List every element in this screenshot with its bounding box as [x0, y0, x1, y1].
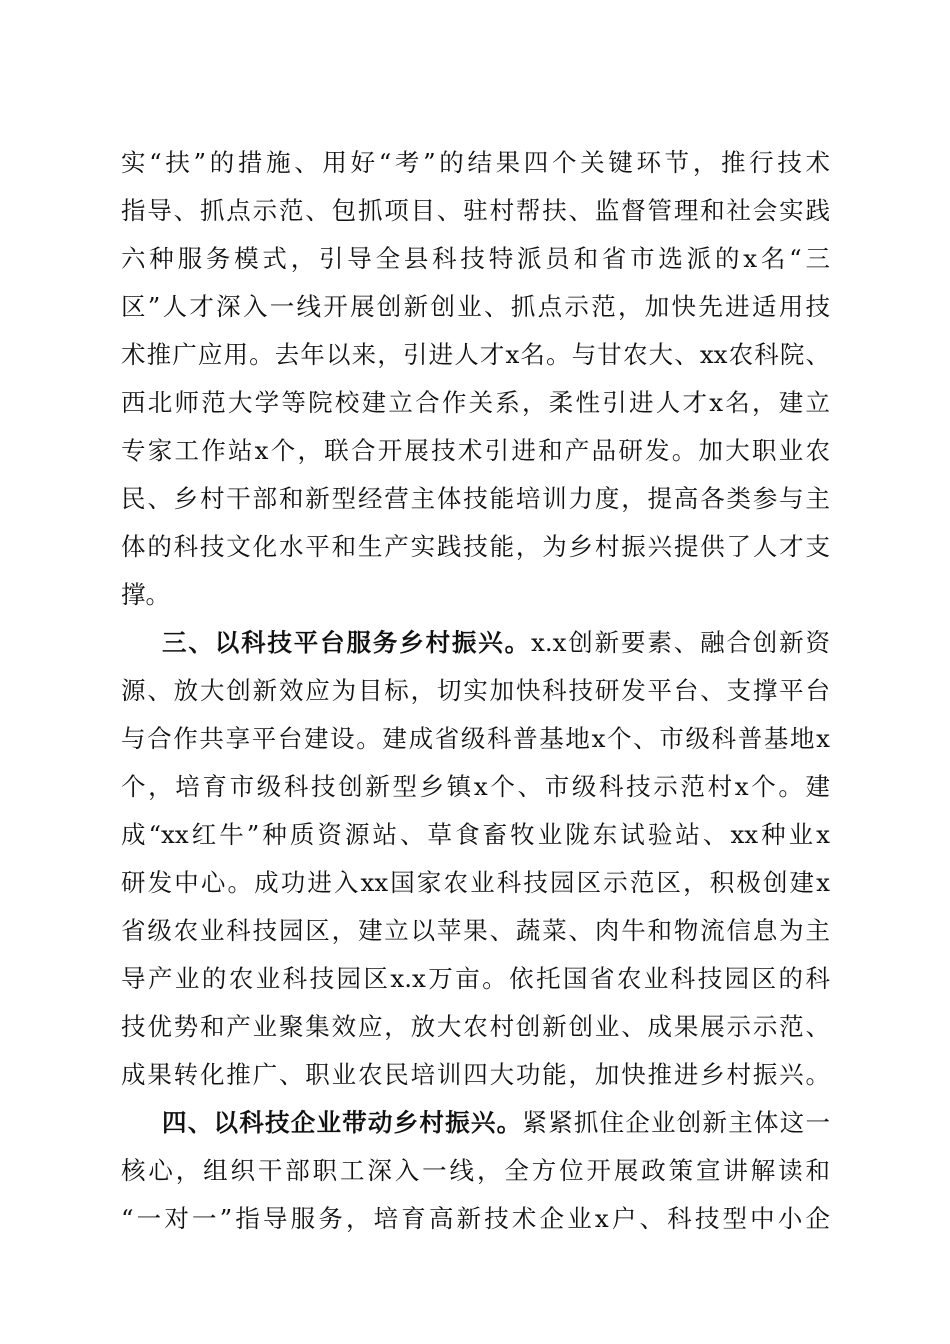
body-text-line: “一对一”指导服务，培育高新技术企业x户、科技型中小企	[121, 1204, 830, 1233]
body-text-line: 体的科技文化水平和生产实践技能，为乡村振兴提供了人才支	[121, 532, 830, 561]
body-text-line: 源、放大创新效应为目标，切实加快科技研发平台、支撑平台	[121, 676, 830, 705]
body-text-line: 专家工作站x个，联合开展技术引进和产品研发。加大职业农	[121, 436, 830, 465]
body-text-line: 民、乡村干部和新型经营主体技能培训力度，提高各类参与主	[121, 484, 830, 513]
body-text-line: 成“xx红牛”种质资源站、草食畜牧业陇东试验站、xx种业x	[121, 820, 830, 849]
body-text-line: 实“扶”的措施、用好“考”的结果四个关键环节，推行技术	[121, 148, 830, 177]
body-text-line: 指导、抓点示范、包抓项目、驻村帮扶、监督管理和社会实践	[121, 196, 830, 225]
section-4-first-line	[162, 1103, 830, 1143]
body-text-line: 撑。	[121, 580, 170, 609]
body-text-line: 西北师范大学等院校建立合作关系，柔性引进人才x名，建立	[121, 388, 830, 417]
body-text-line: 术推广应用。去年以来，引进人才x名。与甘农大、xx农科院、	[121, 340, 830, 369]
body-text-line: 六种服务模式，引导全县科技特派员和省市选派的x名“三	[121, 244, 830, 273]
body-text-line: 个，培育市级科技创新型乡镇x个、市级科技示范村x个。建	[121, 772, 830, 801]
body-text-line: 研发中心。成功进入xx国家农业科技园区示范区，积极创建x	[121, 868, 830, 897]
section-3-heading: 三、以科技平台服务乡村振兴。	[162, 628, 532, 657]
body-text-line: 区”人才深入一线开展创新创业、抓点示范，加快先进适用技	[121, 292, 830, 321]
section-4-first-line-text: 紧紧抓住企业创新主体这一	[522, 1108, 830, 1137]
body-text-line: 技优势和产业聚集效应，放大农村创新创业、成果展示示范、	[121, 1012, 830, 1041]
body-text-line: 与合作共享平台建设。建成省级科普基地x个、市级科普基地x	[121, 724, 830, 753]
body-text-line: 成果转化推广、职业农民培训四大功能，加快推进乡村振兴。	[121, 1060, 830, 1089]
section-3-first-line	[162, 623, 830, 663]
body-text-line: 核心，组织干部职工深入一线，全方位开展政策宣讲解读和	[121, 1156, 830, 1185]
section-3-first-line-text: x.x创新要素、融合创新资	[531, 628, 830, 657]
body-text-line: 省级农业科技园区，建立以苹果、蔬菜、肉牛和物流信息为主	[121, 916, 830, 945]
body-text-line: 导产业的农业科技园区x.x万亩。依托国省农业科技园区的科	[121, 964, 830, 993]
section-4-heading: 四、以科技企业带动乡村振兴。	[162, 1108, 523, 1137]
